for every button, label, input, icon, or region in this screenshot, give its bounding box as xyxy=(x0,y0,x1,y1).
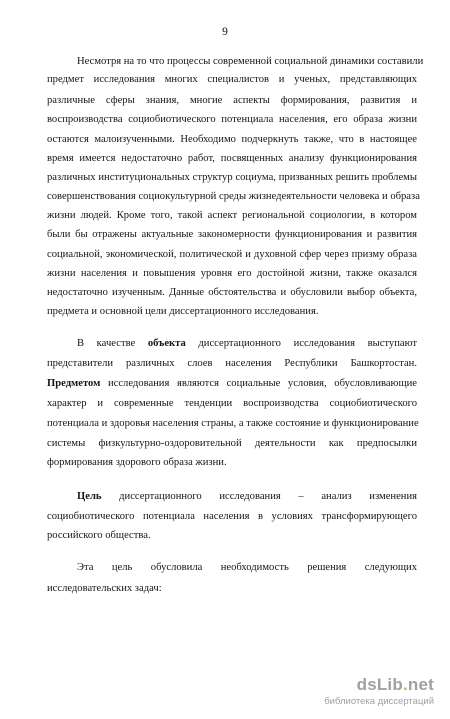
object-term: объекта xyxy=(147,338,186,349)
dslib-watermark xyxy=(324,675,440,711)
text-line: время имеется недостаточно работ, посвященных анализу функционирования xyxy=(47,153,417,164)
subject-term: Предметом xyxy=(47,378,101,389)
text-line: предмета и основной цели диссертационного исследования. xyxy=(47,306,319,317)
text-line: потенциала и здоровья населения страны, а также состояние и функционирование xyxy=(47,418,419,429)
text-line: Эта цель обусловила необходимость решения следующих xyxy=(77,562,417,573)
text-line: совершенствования социокультурной среды жизнедеятельности человека и образа xyxy=(47,191,420,202)
text-line: остаются малоизученными. Необходимо подчеркнуть также, что в настоящее xyxy=(47,134,417,145)
text-line: социобиотического потенциала населения в условиях трансформирующего xyxy=(47,511,417,522)
text-line: Цель диссертационного исследования – анализ изменения xyxy=(77,491,417,502)
text-line: характер и современные тенденции воспроизводства социобиотического xyxy=(47,398,417,409)
text-line: представители различных слоев населения Республики Башкортостан. xyxy=(47,358,417,369)
text-line: различные сферы знания, многие аспекты формирования, развития и xyxy=(47,95,417,106)
text-line: формирования здорового образа жизни. xyxy=(47,457,227,468)
text-line: недостаточно изученным. Данные обстоятельства и обусловили выбор объекта, xyxy=(47,287,417,298)
text-line: были бы отражены актуальные закономерности функционирования и развития xyxy=(47,229,417,240)
dslib-logo: dsLib.net xyxy=(356,675,434,694)
text-line: Несмотря на то что процессы современной социальной динамики составили xyxy=(77,56,424,67)
text-line: жизни населения и повышения уровня его достойной жизни, также оказался xyxy=(47,268,417,279)
text-line: предмет исследования многих специалистов и ученых, представляющих xyxy=(47,74,417,85)
dslib-tagline: библиотека диссертаций xyxy=(324,696,434,707)
text-line: российского общества. xyxy=(47,530,151,541)
text-line: исследовательских задач: xyxy=(47,583,162,594)
text-line: воспроизводства социобиотического потенциала населения, его образа жизни xyxy=(47,114,417,125)
text-line: социальной, экономической, политической и духовной сфер через призму образа xyxy=(47,249,417,260)
text-line: Предметом исследования являются социальные условия, обусловливающие xyxy=(47,378,417,389)
text-line: различных институциональных структур социума, призванных решить проблемы xyxy=(47,172,417,183)
page-number: 9 xyxy=(222,26,228,38)
text-line: жизни людей. Кроме того, такой аспект региональной социологии, в котором xyxy=(47,210,417,221)
text-line: В качестве объекта диссертационного исследования выступают xyxy=(77,338,417,349)
goal-term: Цель xyxy=(77,491,102,502)
text-line: системы физкультурно-оздоровительной деятельности как предпосылки xyxy=(47,438,417,449)
